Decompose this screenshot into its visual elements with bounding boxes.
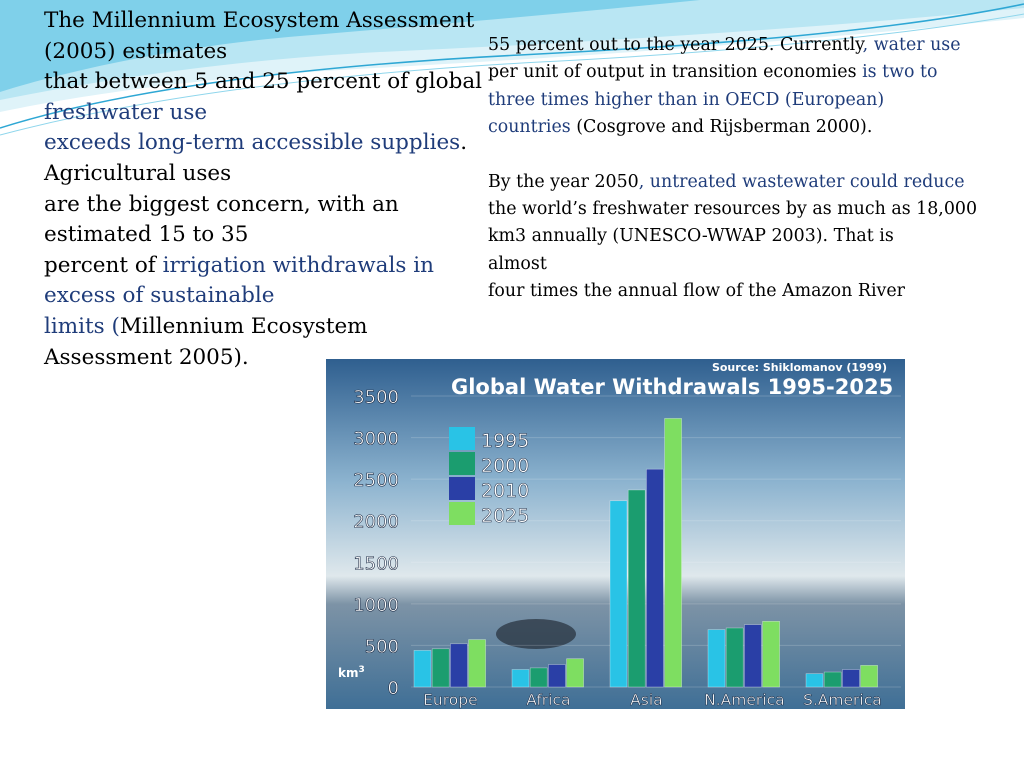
y-tick-label: 3500 [353,387,399,408]
text-run-highlight: countries [488,117,571,138]
right-paragraph-2 [488,169,1018,306]
left-line: Assessment 2005). [44,344,249,370]
y-tick-label: 1000 [353,594,399,616]
y-axis-unit: $km^3$ [338,665,365,680]
withdrawals-chart-figure [326,359,905,709]
text-run: km3 annually (UNESCO-WWAP 2003). That is [488,226,894,247]
left-line: estimated 15 to 35 [44,222,249,248]
left-line: (2005) estimates [44,38,228,64]
bar-europe-2010 [450,644,467,687]
left-line: that between 5 and 25 percent of global [44,69,483,95]
y-tick-label: 2000 [353,511,399,533]
chart-title: Global Water Withdrawals 1995-2025 [451,375,894,399]
text-run-highlight: three times higher than in OECD (European) [488,89,885,110]
left-line: percent of [44,252,163,278]
left-line-highlight: excess of sustainable [44,283,275,309]
left-line-highlight: irrigation withdrawals in [162,252,434,278]
left-line: are the biggest concern, with an [44,191,399,217]
text-run: the world’s freshwater resources by as much as 18,000 [488,199,978,220]
text-run-highlight: , untreated wastewater could reduce [638,171,965,192]
legend-label-2025: 2025 [481,505,530,527]
bar-samerica-2000 [824,672,841,687]
legend-swatch-2000 [449,452,475,475]
x-tick-label: Asia [630,691,663,709]
y-tick-label: 1500 [353,553,399,575]
withdrawals-bar-chart [326,359,905,709]
text-run-highlight: is two to [862,62,938,83]
legend-swatch-1995 [449,427,475,450]
left-line: Millennium Ecosystem [119,313,368,339]
bar-namerica-2000 [726,628,743,687]
text-run: 55 percent out to the year 2025. Currently [488,35,863,55]
background-rock [496,619,576,649]
legend-swatch-2010 [449,477,475,500]
text-run: (Cosgrove and Rijsberman 2000). [570,117,873,138]
chart-source: Source: Shiklomanov (1999) [711,361,887,374]
text-run: per unit of output in transition economies [488,62,863,83]
bar-africa-2025 [567,659,584,687]
x-tick-label: N.America [704,691,785,709]
bar-europe-1995 [414,650,431,687]
x-tick-label: Africa [526,691,571,709]
left-paragraph [44,6,484,373]
bar-europe-2025 [469,640,486,687]
bar-namerica-1995 [708,630,725,687]
bar-samerica-2010 [842,670,859,687]
bar-samerica-1995 [806,674,823,687]
left-line-highlight: limits ( [44,313,120,339]
bar-africa-2000 [530,668,547,687]
bar-asia-2000 [628,490,645,687]
left-line-punct: . [460,130,468,156]
y-tick-label: 3000 [353,428,399,450]
legend-label-1995: 1995 [481,430,530,452]
left-line: Agricultural uses [44,160,232,186]
text-run-highlight: , water use [862,35,961,55]
x-tick-label: Europe [423,691,478,709]
bar-europe-2000 [432,649,449,687]
bar-asia-2025 [665,418,682,687]
bar-namerica-2010 [744,625,761,687]
y-tick-label: 0 [387,678,399,699]
text-run: By the year 2050 [488,171,639,192]
right-paragraphs [488,32,1018,333]
bar-samerica-2025 [861,665,878,687]
bar-africa-1995 [512,670,529,687]
legend-label-2010: 2010 [481,480,530,502]
y-tick-label: 2500 [353,470,399,492]
bar-africa-2010 [548,665,565,687]
legend-swatch-2025 [449,502,475,525]
legend-label-2000: 2000 [481,455,530,477]
left-line-highlight: exceeds long-term accessible supplies [44,130,461,156]
left-line-highlight: freshwater use [44,99,208,125]
bar-asia-2010 [646,469,663,687]
text-run: almost [488,253,547,274]
text-run: four times the annual flow of the Amazon River [488,281,905,302]
right-paragraph-1 [488,32,1018,142]
bar-namerica-2025 [763,621,780,687]
x-tick-label: S.America [803,691,882,709]
left-line: The Millennium Ecosystem Assessment [44,8,475,33]
bar-asia-1995 [610,501,627,687]
y-tick-label: 500 [364,636,399,658]
